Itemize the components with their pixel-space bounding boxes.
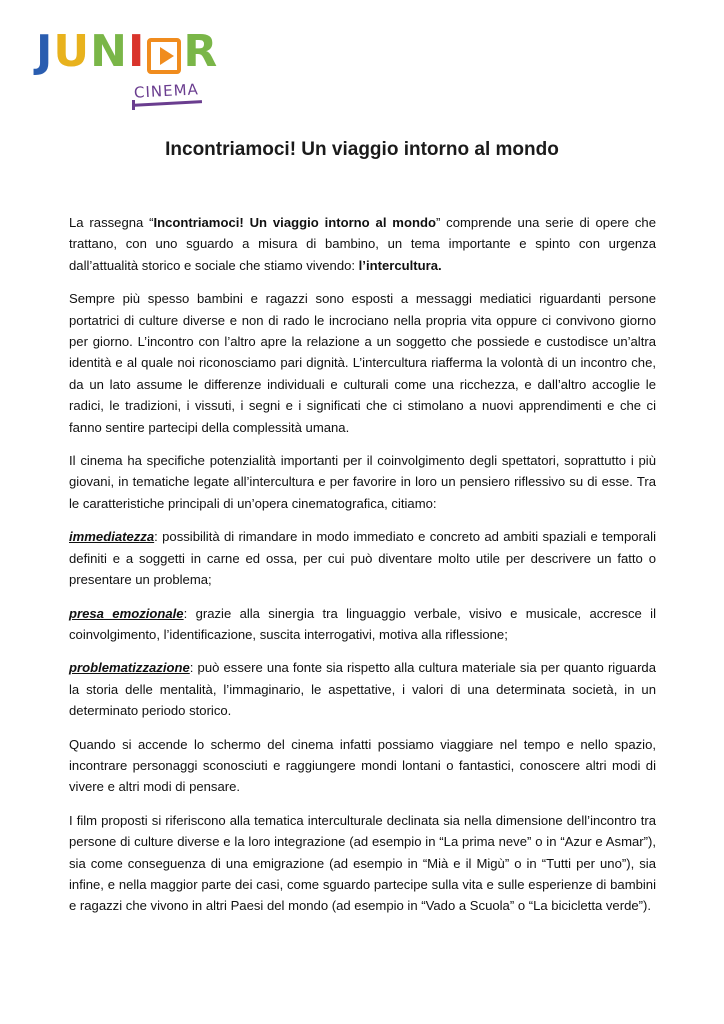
play-icon: [147, 38, 181, 74]
logo-arrow-icon: [132, 100, 145, 110]
logo-letter-u: U: [53, 26, 91, 77]
feature-term: immediatezza: [69, 529, 155, 545]
logo-letter-i: I: [127, 26, 146, 77]
document-title: Incontriamoci! Un viaggio intorno al mondo: [165, 139, 559, 160]
paragraph-4: Quando si accende lo schermo del cinema infatti possiamo viaggiare nel tempo e nello spazio, incontrare personaggi sconosciuti e raggiungere mondi lontani o fantastici, conoscere altri modi di vivere e altri modi di pensare.: [69, 736, 656, 795]
feature-term: presa emozionale: [69, 605, 184, 621]
logo-letter-r: R: [183, 26, 219, 77]
feature-item: [69, 526, 656, 590]
paragraph-3: Il cinema ha specifiche potenzialità importanti per il coinvolgimento degli spettatori, soprattutto i più giovani, in tematiche legate all’intercultura e per favorire in loro un pensiero riflessivo su di esse. Tra le caratteristiche principali di un’opera cinematografica, citiamo:: [69, 453, 656, 511]
document-body: [69, 212, 656, 929]
feature-item: [69, 603, 656, 646]
paragraph-5: I film proposti si riferiscono alla tematica interculturale declinata sia nella dimensione dell’incontro tra persone di culture diverse e la loro integrazione (ad esempio in “La prima neve” o in “Azur e Asmar”), sia come conseguenza di una emigrazione (ad esempio in “Mià e il Migù” o in “Tutti per uno”), sia infine, e nella maggior parte dei casi, come sguardo partecipe sulla vita e sulle esperienze di bambini e ragazzi che vivono in altri Paesi del mondo (ad esempio in “Vado a Scuola” o “La bicicletta verde”).: [69, 812, 656, 914]
logo-subtitle: CINEMA: [133, 80, 200, 102]
feature-text: : grazie alla sinergia tra linguaggio verbale, visivo e musicale, accresce il coinvolgimento, l’identificazione, suscita interrogativi, motiva alla riflessione;: [69, 605, 656, 642]
intro-paragraph: [69, 212, 656, 276]
feature-term: problematizzazione: [69, 660, 190, 676]
feature-text: : può essere una fonte sia rispetto alla cultura materiale sia per quanto riguarda la storia delle mentalità, l’immaginario, le aspettative, i valori di una determinata società, in un determinato periodo storico.: [69, 660, 656, 719]
logo-wordmark: [36, 26, 236, 77]
intro-bold-intercultura: l’intercultura.: [358, 257, 442, 273]
intro-mid: ” comprende una serie di opere che trattano, con uno sguardo a misura di bambino, un tema importante e spinto con urgenza dall’attualità storico e sociale che stiamo vivendo:: [69, 215, 656, 273]
feature-item: [69, 657, 656, 721]
feature-text: : possibilità di rimandare in modo immediato e concreto ad ambiti spaziali e temporali definiti e a soggetti in carne ed ossa, per cui può diventare molto utile per descrivere un fatto o presentare un problema;: [69, 529, 656, 588]
logo-letter-j: J: [36, 26, 54, 77]
logo-letter-n: N: [90, 26, 128, 77]
intro-pre: La rassegna “: [69, 215, 154, 230]
intro-bold-title: Incontriamoci! Un viaggio intorno al mondo: [153, 215, 436, 230]
junior-cinema-logo: [36, 26, 236, 120]
paragraph-2: Sempre più spesso bambini e ragazzi sono esposti a messaggi mediatici riguardanti persone portatrici di culture diverse e non di rado le incrociano nella propria vita oppure ci convivono giorno per giorno. L’incontro con l’altro apre la relazione a un soggetto che possiede e custodisce un’altra identità e al quale noi riconosciamo pari dignità. L’intercultura riafferma la volontà di un incontro che, da un lato assume le differenze individuali e culturali come una ricchezza, e dall’altro accoglie le radici, le tradizioni, i vissuti, i segni e i significati che ci stimolano a nuovi apprendimenti e che ci fanno sentire partecipi della complessità umana.: [69, 291, 656, 435]
